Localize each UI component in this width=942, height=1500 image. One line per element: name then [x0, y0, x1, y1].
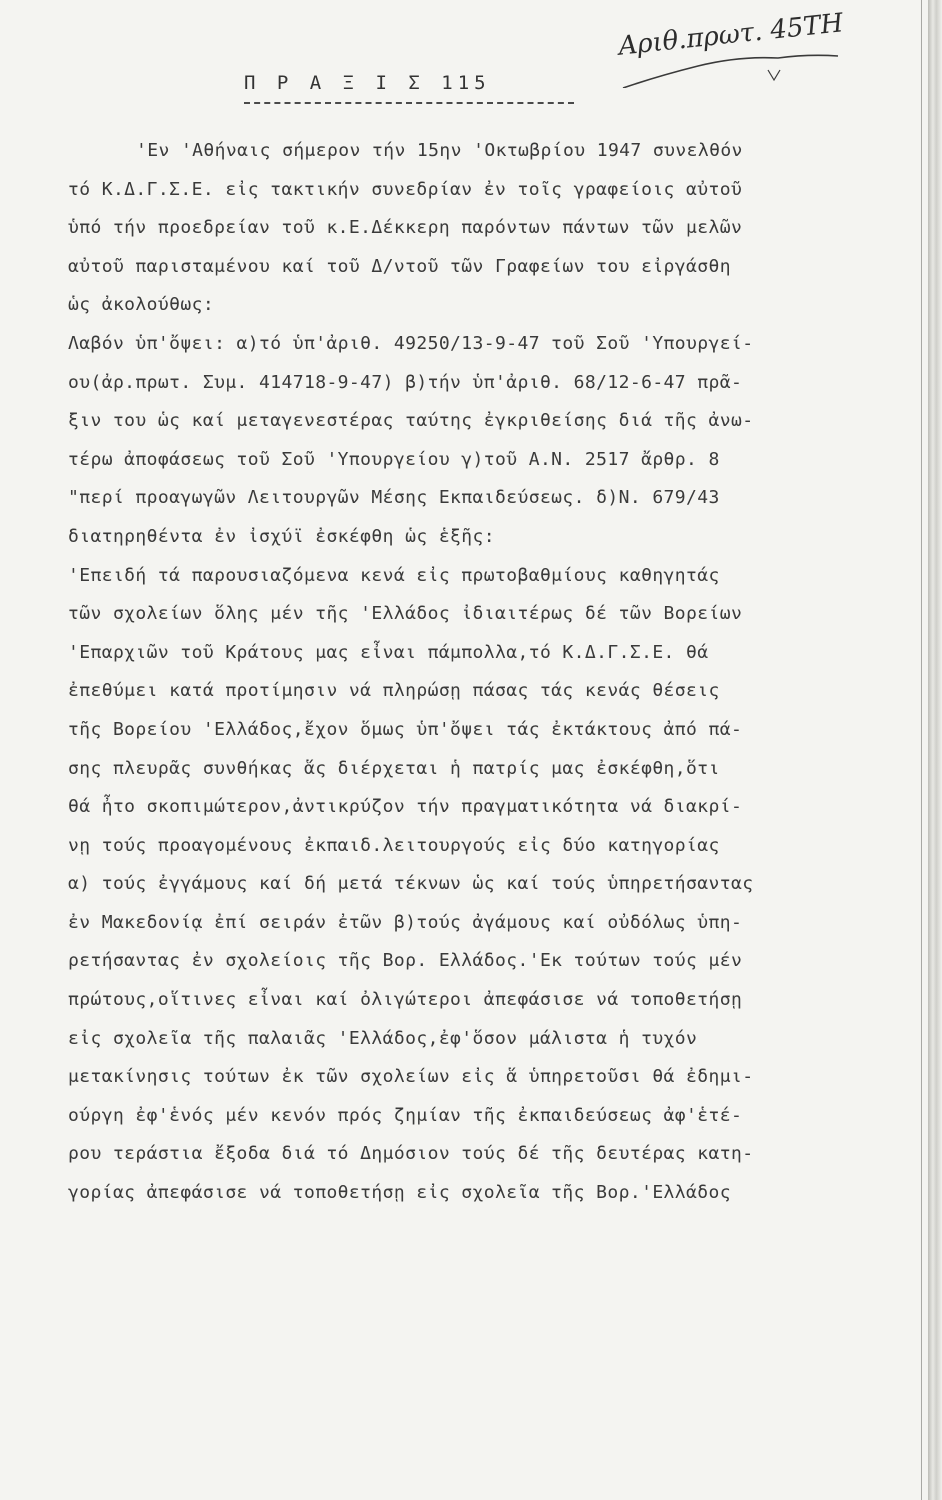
text-line: ρετήσαντας ἐν σχολείοις τῆς Βορ. Ελλάδος.'Εκ τούτων τούς μέν: [68, 950, 743, 972]
reference-note-text: Αριθ.πρωτ. 45ΤΗ: [617, 8, 845, 62]
text-line: ὡς ἀκολούθως:: [68, 294, 215, 316]
text-line: σης πλευρᾶς συνθήκας ἅς διέρχεται ἡ πατρίς μας ἐσκέφθη,ὅτι: [68, 757, 720, 779]
text-line: 'Εν 'Αθήναις σήμερον τήν 15ην 'Οκτωβρίου 1947 συνελθόν: [136, 140, 743, 161]
text-line: ούργη ἐφ'ἑνός μέν κενόν πρός ζημίαν τῆς ἐκπαιδεύσεως ἀφ'ἑτέ-: [68, 1104, 743, 1126]
text-line: νῃ τούς προαγομένους ἐκπαιδ.λειτουργούς εἰς δύο κατηγορίας: [68, 834, 720, 856]
text-line: θά ἦτο σκοπιμώτερον,ἀντικρύζον τήν πραγματικότητα νά διακρί-: [68, 796, 743, 818]
text-line: ξιν του ὡς καί μεταγενεστέρας ταύτης ἐγκριθείσης διά τῆς ἀνω-: [68, 410, 754, 432]
text-line: μετακίνησις τούτων ἐκ τῶν σχολείων εἰς ἅ ὑπηρετοῦσι θά ἐδημι-: [68, 1066, 754, 1088]
text-line: εἰς σχολεῖα τῆς παλαιᾶς 'Ελλάδος,ἐφ'ὅσον μάλιστα ἡ τυχόν: [68, 1027, 698, 1049]
text-line: "περί προαγωγῶν Λειτουργῶν Μέσης Εκπαιδεύσεως. δ)Ν. 679/43: [68, 487, 720, 509]
title-block: [244, 72, 584, 112]
text-line: τό Κ.Δ.Γ.Σ.Ε. εἰς τακτικήν συνεδρίαν ἐν τοῖς γραφείοις αὐτοῦ: [68, 178, 743, 200]
text-line: τῆς Βορείου 'Ελλάδος,ἔχον ὅμως ὑπ'ὄψει τάς ἐκτάκτους ἀπό πά-: [68, 718, 743, 740]
text-line: ου(ἀρ.πρωτ. Συμ. 414718-9-47) β)τήν ὑπ'ἀριθ. 68/12-6-47 πρᾶ-: [68, 371, 743, 393]
text-line: ἐπεθύμει κατά προτίμησιν νά πληρώσῃ πάσας τάς κενάς θέσεις: [68, 680, 720, 702]
text-line: Λαβόν ὑπ'ὄψει: α)τό ὑπ'ἀριθ. 49250/13-9-47 τοῦ Σοῦ 'Υπουργεί-: [68, 332, 754, 354]
text-line: πρώτους,οἵτινες εἶναι καί ὀλιγώτεροι ἀπεφάσισε νά τοποθετήσῃ: [68, 989, 743, 1011]
binding-line: [921, 0, 922, 1500]
handwritten-reference-note: [618, 8, 858, 88]
binding-edge: [928, 0, 942, 1500]
text-line: ἐν Μακεδονίᾳ ἐπί σειράν ἐτῶν β)τούς ἀγάμους καί οὐδόλως ὑπη-: [68, 911, 743, 933]
text-line: τῶν σχολείων ὅλης μέν τῆς 'Ελλάδος ἰδιαιτέρως δέ τῶν Βορείων: [68, 603, 743, 625]
text-line: α) τούς ἐγγάμους καί δή μετά τέκνων ὡς καί τούς ὑπηρετήσαντας: [68, 873, 754, 895]
handwritten-underline-icon: [618, 48, 858, 88]
text-line: διατηρηθέντα ἐν ἰσχύϊ ἐσκέφθη ὡς ἑξῆς:: [68, 525, 496, 547]
text-line: αὐτοῦ παρισταμένου καί τοῦ Δ/ντοῦ τῶν Γραφείων του εἰργάσθη: [68, 255, 731, 277]
page-title: Π Ρ Α Ξ Ι Σ 115: [244, 72, 491, 94]
text-line: ὑπό τήν προεδρείαν τοῦ κ.Ε.Δέκκερη παρόντων πάντων τῶν μελῶν: [68, 217, 743, 239]
text-line: γορίας ἀπεφάσισε νά τοποθετήσῃ εἰς σχολεῖα τῆς Βορ.'Ελλάδος: [68, 1182, 731, 1204]
title-underline: [244, 102, 574, 104]
text-line: 'Επαρχιῶν τοῦ Κράτους μας εἶναι πάμπολλα,τό Κ.Δ.Γ.Σ.Ε. θά: [68, 641, 709, 663]
text-line: ρου τεράστια ἔξοδα διά τό Δημόσιον τούς δέ τῆς δευτέρας κατη-: [68, 1143, 754, 1165]
text-line: τέρω ἀποφάσεως τοῦ Σοῦ 'Υπουργείου γ)τοῦ Α.Ν. 2517 ἄρθρ. 8: [68, 448, 720, 470]
text-line: 'Επειδή τά παρουσιαζόμενα κενά εἰς πρωτοβαθμίους καθηγητάς: [68, 564, 720, 586]
document-body: [68, 132, 888, 1213]
